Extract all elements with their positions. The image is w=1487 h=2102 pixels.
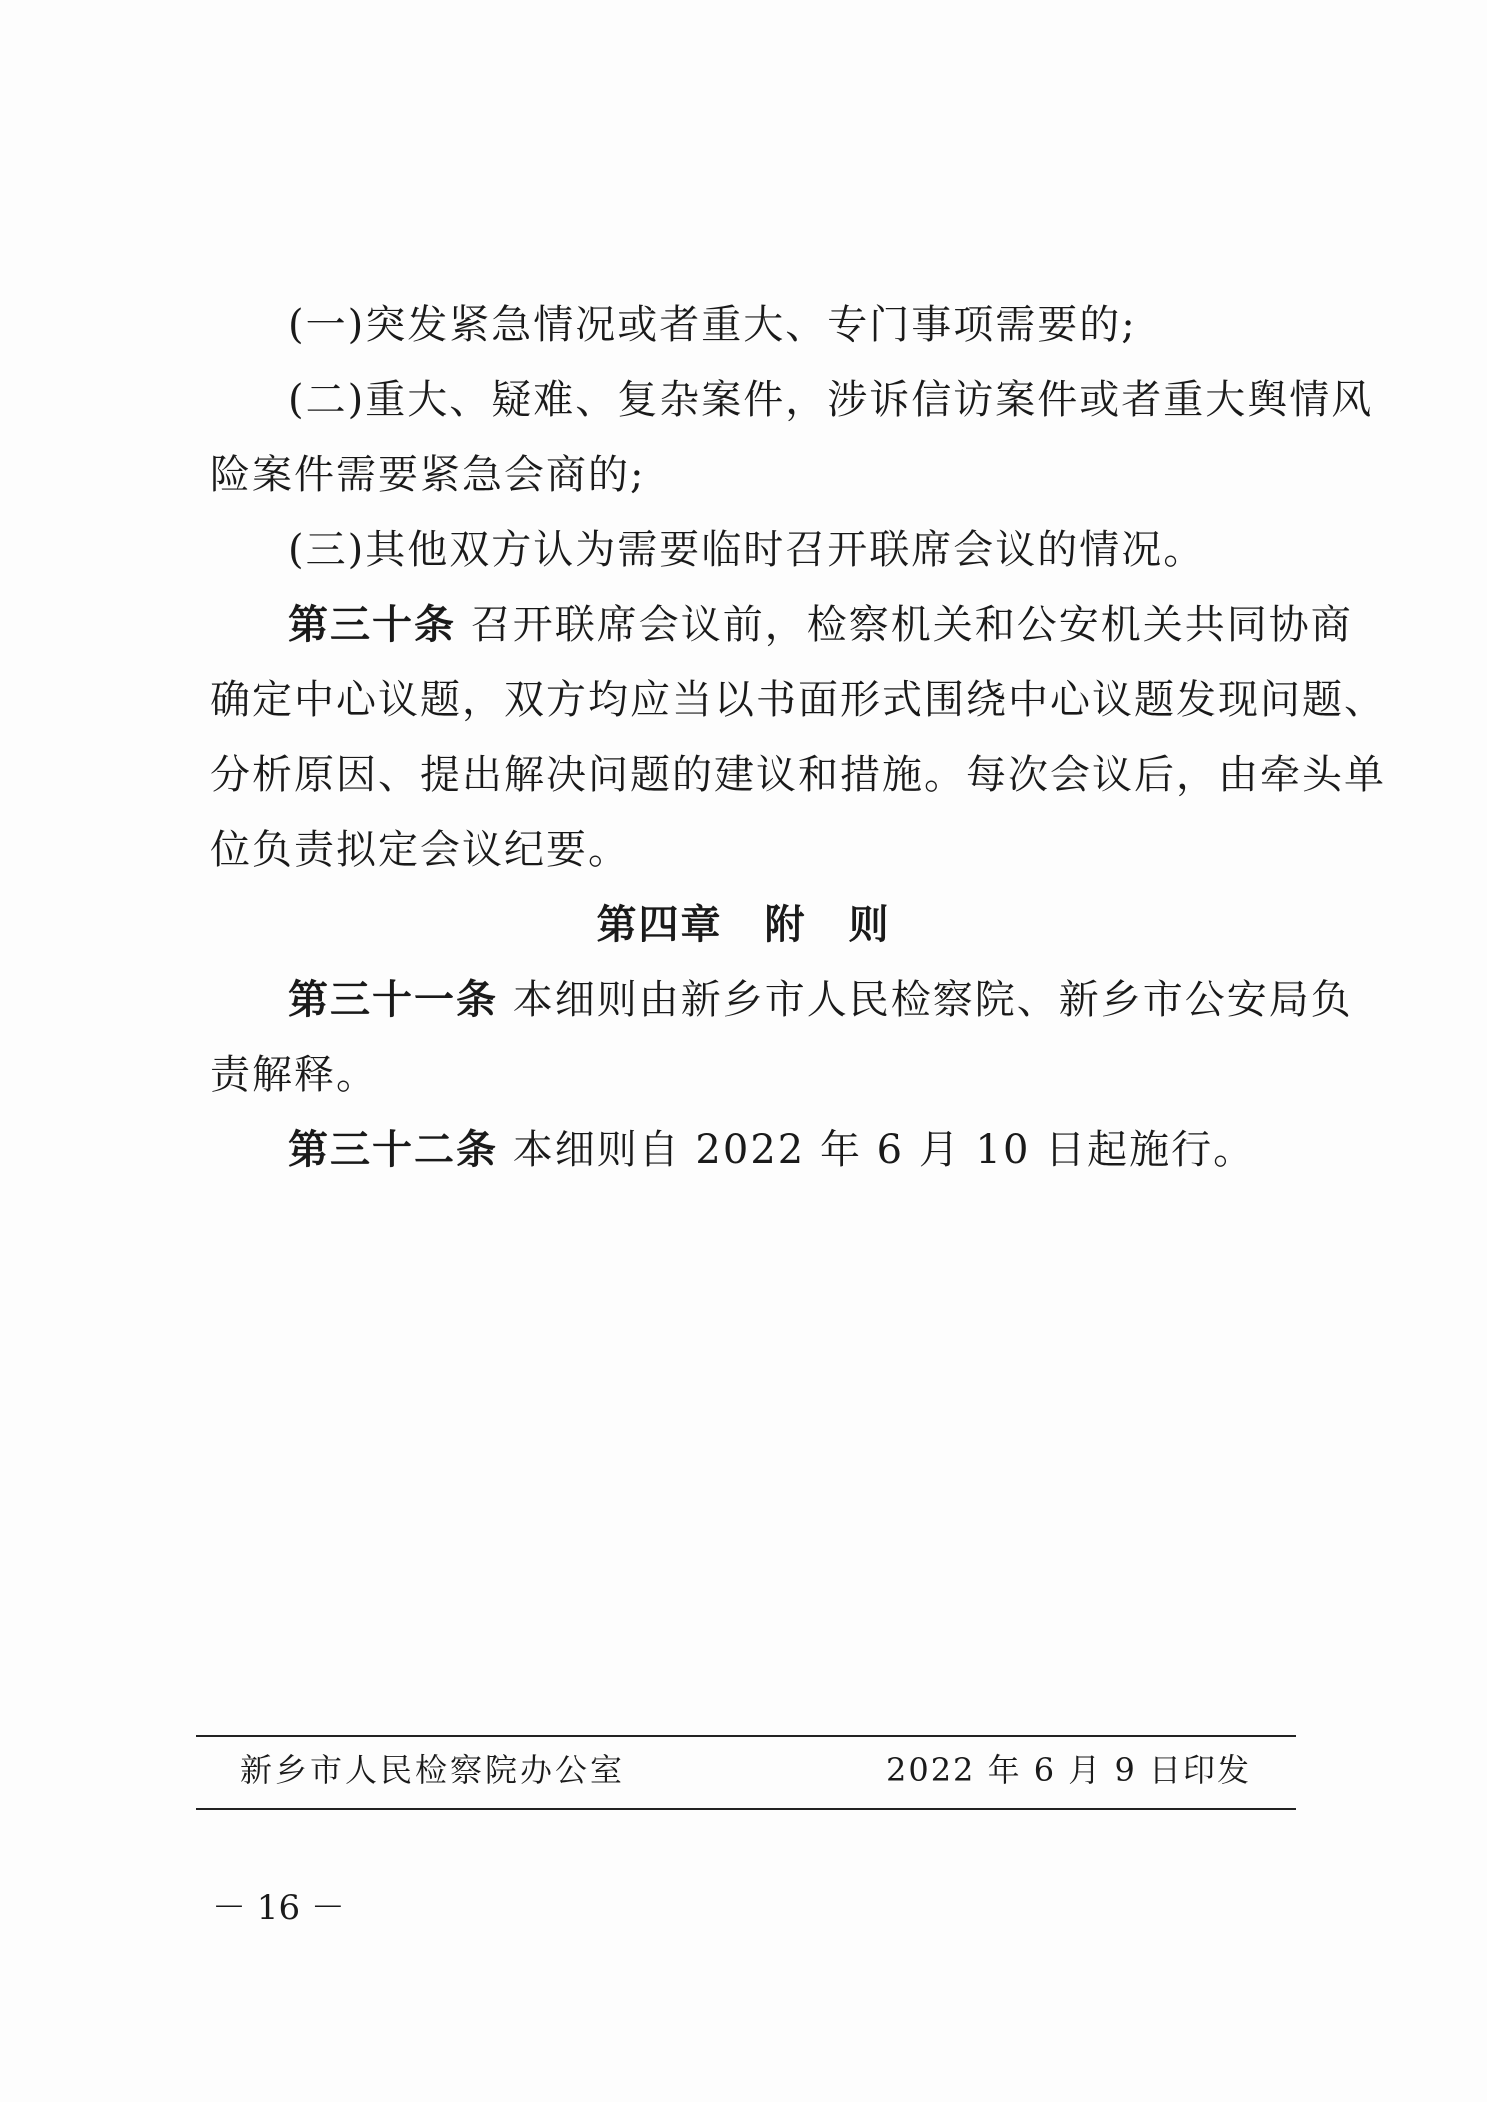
footer-top-rule [196,1735,1296,1737]
article-30-line-4: 位负责拟定会议纪要。 [210,827,630,873]
article-31-text-1: 本细则由新乡市人民检察院、新乡市公安局负 [512,977,1353,1023]
article-30-line-3: 分析原因、提出解决问题的建议和措施。每次会议后，由牵头单 [210,752,1386,798]
footer-issue-date: 2022 年 6 月 9 日印发 [885,1751,1251,1789]
article-31-title: 第三十一条 [288,977,498,1023]
article-30-line-2: 确定中心议题，双方均应当以书面形式围绕中心议题发现问题、 [210,677,1386,723]
footer-issuer: 新乡市人民检察院办公室 [240,1751,626,1789]
article-32-line [288,1125,1285,1175]
chapter-4-heading: 第四章 附 则 [596,902,891,948]
article-32-title: 第三十二条 [288,1127,498,1173]
item-2-line-2: 险案件需要紧急会商的; [210,452,646,498]
item-3: (三)其他双方认为需要临时召开联席会议的情况。 [288,527,1206,573]
article-31-line-1 [288,975,1353,1025]
article-30-title: 第三十条 [288,602,456,648]
footer-bottom-rule [196,1808,1296,1810]
article-32-text: 本细则自 2022 年 6 月 10 日起施行。 [512,1127,1256,1173]
article-31-line-2: 责解释。 [210,1052,378,1098]
article-30-line-1 [288,600,1353,650]
item-2-line-1: (二)重大、疑难、复杂案件，涉诉信访案件或者重大舆情风 [288,377,1374,423]
article-30-text-1: 召开联席会议前，检察机关和公安机关共同协商 [470,602,1353,648]
item-1: (一)突发紧急情况或者重大、专门事项需要的; [288,302,1137,348]
page-number: － 16 － [212,1888,345,1928]
